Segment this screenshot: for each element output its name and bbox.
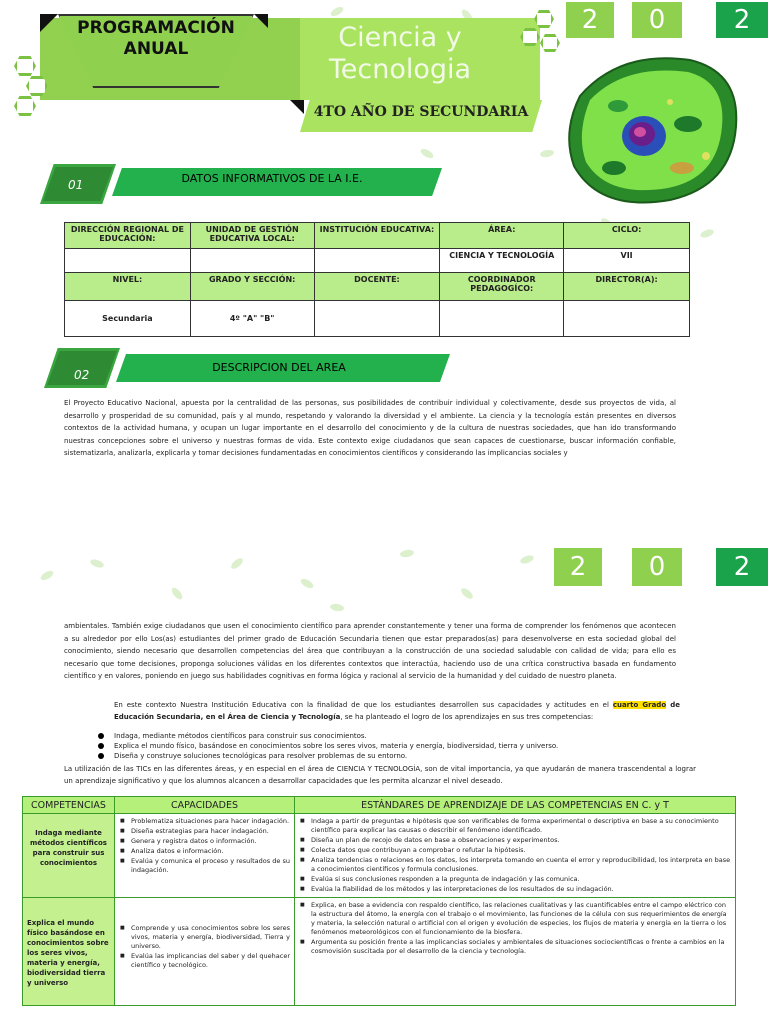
institution-info-table: [64, 222, 690, 337]
capacities-cell: [115, 814, 295, 898]
capacities-cell: [115, 898, 295, 1006]
header-estandares: ESTÁNDARES DE APRENDIZAJE DE LAS COMPETENCIAS EN C. y T: [295, 797, 736, 814]
value-direccion-regional: [65, 249, 191, 273]
header-competencias: COMPETENCIAS: [23, 797, 115, 814]
value-coordinador: [440, 301, 564, 337]
label-nivel: NIVEL:: [65, 273, 191, 301]
context-text-2: , se ha planteado el logro de los aprendizajes en sus tres competencias:: [340, 713, 594, 721]
standard-item: ■ Explica, en base a evidencia con respaldo científico, las relaciones cualitativas y las cuantificables entre el campo eléctrico con la estructura del átomo, la energía con el trabajo o el movimiento, las funciones de la célula con sus requerimientos de energía y materia, la selección natural o artificial con el origen y evolución de especies, los flujos de materia y energía en la tierra o los fenómenos meteorológicos con el funcionamiento de la biosfera.: [299, 901, 731, 937]
value-director: [564, 301, 690, 337]
standard-item: ■ Evalúa la fiabilidad de los métodos y las interpretaciones de los resultados de su indagación.: [299, 885, 731, 894]
program-title: PROGRAMACIÓN ANUAL: [77, 18, 235, 59]
capacity-item: ■ Analiza datos e información.: [119, 847, 290, 856]
section-1-title: DATOS INFORMATIVOS DE LA I.E.: [181, 172, 363, 185]
label-grado-seccion: GRADO Y SECCIÓN:: [190, 273, 314, 301]
label-ciclo: CICLO:: [564, 223, 690, 249]
label-institucion: INSTITUCIÓN EDUCATIVA:: [314, 223, 440, 249]
capacity-item: ■ Problematiza situaciones para hacer indagación.: [119, 817, 290, 826]
label-ugel: UNIDAD DE GESTIÓN EDUCATIVA LOCAL:: [190, 223, 314, 249]
area-description-part2: ambientales. También exige ciudadanos que usen el conocimiento científico para aprender constantemente y tener una forma de comprender los fenómenos que acontecen a su alrededor por ello Los(as) estudiantes del primer grado de Educación Secundaria tienen que estar preparados(as) para desenvolverse en esta sociedad global del conocimiento, siendo necesario que desarrollen competencias del área que contribuyan a la construcción de una sociedad saludable con calidad de vida; para ello es necesario que tome decisiones, proponga soluciones válidas en los diferentes contextos que interactúa, haciendo uso de una crítica constructiva basada en fundamento científico y en valores, poniendo en juego sus habilidades cognitivas en forma lógica y racional al servicio de la humanidad y del cuidado de nuestro planeta.: [64, 622, 676, 680]
subject-title: Ciencia y Tecnologia: [328, 22, 472, 85]
standard-item: ■ Indaga a partir de preguntas e hipótesis que son verificables de forma experimental o descriptiva en base a su conocimiento científico para explicar las causas o describir el fenómeno identificado.: [299, 817, 731, 835]
capacity-item: ■ Diseña estrategias para hacer indagación.: [119, 827, 290, 836]
standard-item: ■ Argumenta su posición frente a las implicancias sociales y ambientales de situaciones sociocientíficas o frente a cambios en la cosmovisión suscitada por el desarrollo de la ciencia y tecnología.: [299, 938, 731, 956]
standard-item: ■ Evalúa si sus conclusiones responden a la pregunta de indagación y las comunica.: [299, 875, 731, 884]
context-highlight: cuarto Grado: [612, 701, 667, 709]
competency-item: Explica el mundo físico, basándose en conocimientos sobre los seres vivos, materia y energía, biodiversidad, tierra y universo.: [96, 741, 696, 751]
context-text-1: En este contexto Nuestra Institución Educativa con la finalidad de que los estudiantes desarrollen sus capacidades y actitudes en el: [114, 701, 613, 709]
label-area: ÁREA:: [440, 223, 564, 249]
section-2-number: 02: [74, 368, 90, 382]
capacity-item: ■ Genera y registra datos o información.: [119, 837, 290, 846]
value-institucion: [314, 249, 440, 273]
capacity-item: ■ Evalúa las implicancias del saber y del quehacer científico y tecnológico.: [119, 952, 290, 970]
label-docente: DOCENTE:: [314, 273, 440, 301]
value-nivel: Secundaria: [65, 301, 191, 337]
context-paragraph: [114, 699, 680, 723]
standards-cell: [295, 898, 736, 1006]
area-description-part1: El Proyecto Educativo Nacional, apuesta por la centralidad de las personas, sus posibilidades de contribuir individual y colectivamente, desde sus proyectos de vida, al desarrollo y prosperidad de su comunidad, país y al mundo, respetando y valorando la diversidad y el ambiente. La ciencia y la tecnología están presentes en diversos contextos de la actividad humana, y ocupan un lugar importante en el desarrollo del conocimiento y de la cultura de nuestras sociedades, que han ido transformando nuestras concepciones sobre el universo y nuestras formas de vida. Este contexto exige ciudadanos que sean capaces de cuestionarse, buscar información confiable, sistematizarla, analizarla, explicarla y tomar decisiones fundamentadas en conocimientos científicos y considerando las implicancias sociales y: [64, 399, 676, 457]
value-grado-seccion: 4º "A" "B": [190, 301, 314, 337]
context-bold: de Educación Secundaria, en el Área de Ciencia y Tecnología: [114, 701, 680, 721]
value-ciclo: VII: [564, 249, 690, 273]
label-coordinador: COORDINADOR PEDAGOGÍCO:: [440, 273, 564, 301]
section-2-title: DESCRIPCION DEL AREA: [212, 361, 346, 374]
corner-triangle-left: [40, 14, 58, 32]
value-ugel: [190, 249, 314, 273]
tics-paragraph: La utilización de las TICs en las diferentes áreas, y en especial en el área de CIENCIA Y TECNOLOGÍA, son de vital importancia, ya que ayudarán de manera trascendental a lograr un aprendizaje significativo y que los alumnos alcancen a desarrollar capacidades que les permita alcanzar el nivel deseado.: [64, 765, 696, 785]
label-direccion-regional: DIRECCIÓN REGIONAL DE EDUCACIÓN:: [65, 223, 191, 249]
competency-item: Diseña y construye soluciones tecnológicas para resolver problemas de su entorno.: [96, 751, 696, 761]
value-docente: [314, 301, 440, 337]
competency-item: Indaga, mediante métodos científicos para construir sus conocimientos.: [96, 731, 696, 741]
grade-title: 4TO AÑO DE SECUNDARIA: [313, 104, 529, 120]
competency-cell: Explica el mundo físico basándose en conocimientos sobre los seres vivos, materia y energía, biodiversidad tierra y universo: [23, 898, 115, 1006]
competencies-table: [22, 796, 736, 1006]
value-area: CIENCIA Y TECNOLOGÍA: [440, 249, 564, 273]
capacity-item: ■ Evalúa y comunica el proceso y resultados de su indagación.: [119, 857, 290, 875]
standards-cell: [295, 814, 736, 898]
standard-item: ■ Analiza tendencias o relaciones en los datos, los interpreta tomando en cuenta el error y reproducibilidad, los interpreta en base a conocimientos científicos y formula conclusiones.: [299, 856, 731, 874]
standard-item: ■ Diseña un plan de recojo de datos en base a observaciones y experimentos.: [299, 836, 731, 845]
plant-cell-illustration: [560, 46, 746, 212]
label-director: DIRECTOR(A):: [564, 273, 690, 301]
section-1-number: 01: [68, 178, 84, 192]
competency-cell: Indaga mediante métodos científicos para construir sus conocimientos: [23, 814, 115, 898]
standard-item: ■ Colecta datos que contribuyan a comprobar o refutar la hipótesis.: [299, 846, 731, 855]
header-capacidades: CAPACIDADES: [115, 797, 295, 814]
competencies-list: [96, 731, 696, 761]
capacity-item: ■ Comprende y usa conocimientos sobre los seres vivos, materia y energía, biodiversidad, Tierra y universo.: [119, 924, 290, 951]
corner-triangle-right: [254, 14, 268, 28]
